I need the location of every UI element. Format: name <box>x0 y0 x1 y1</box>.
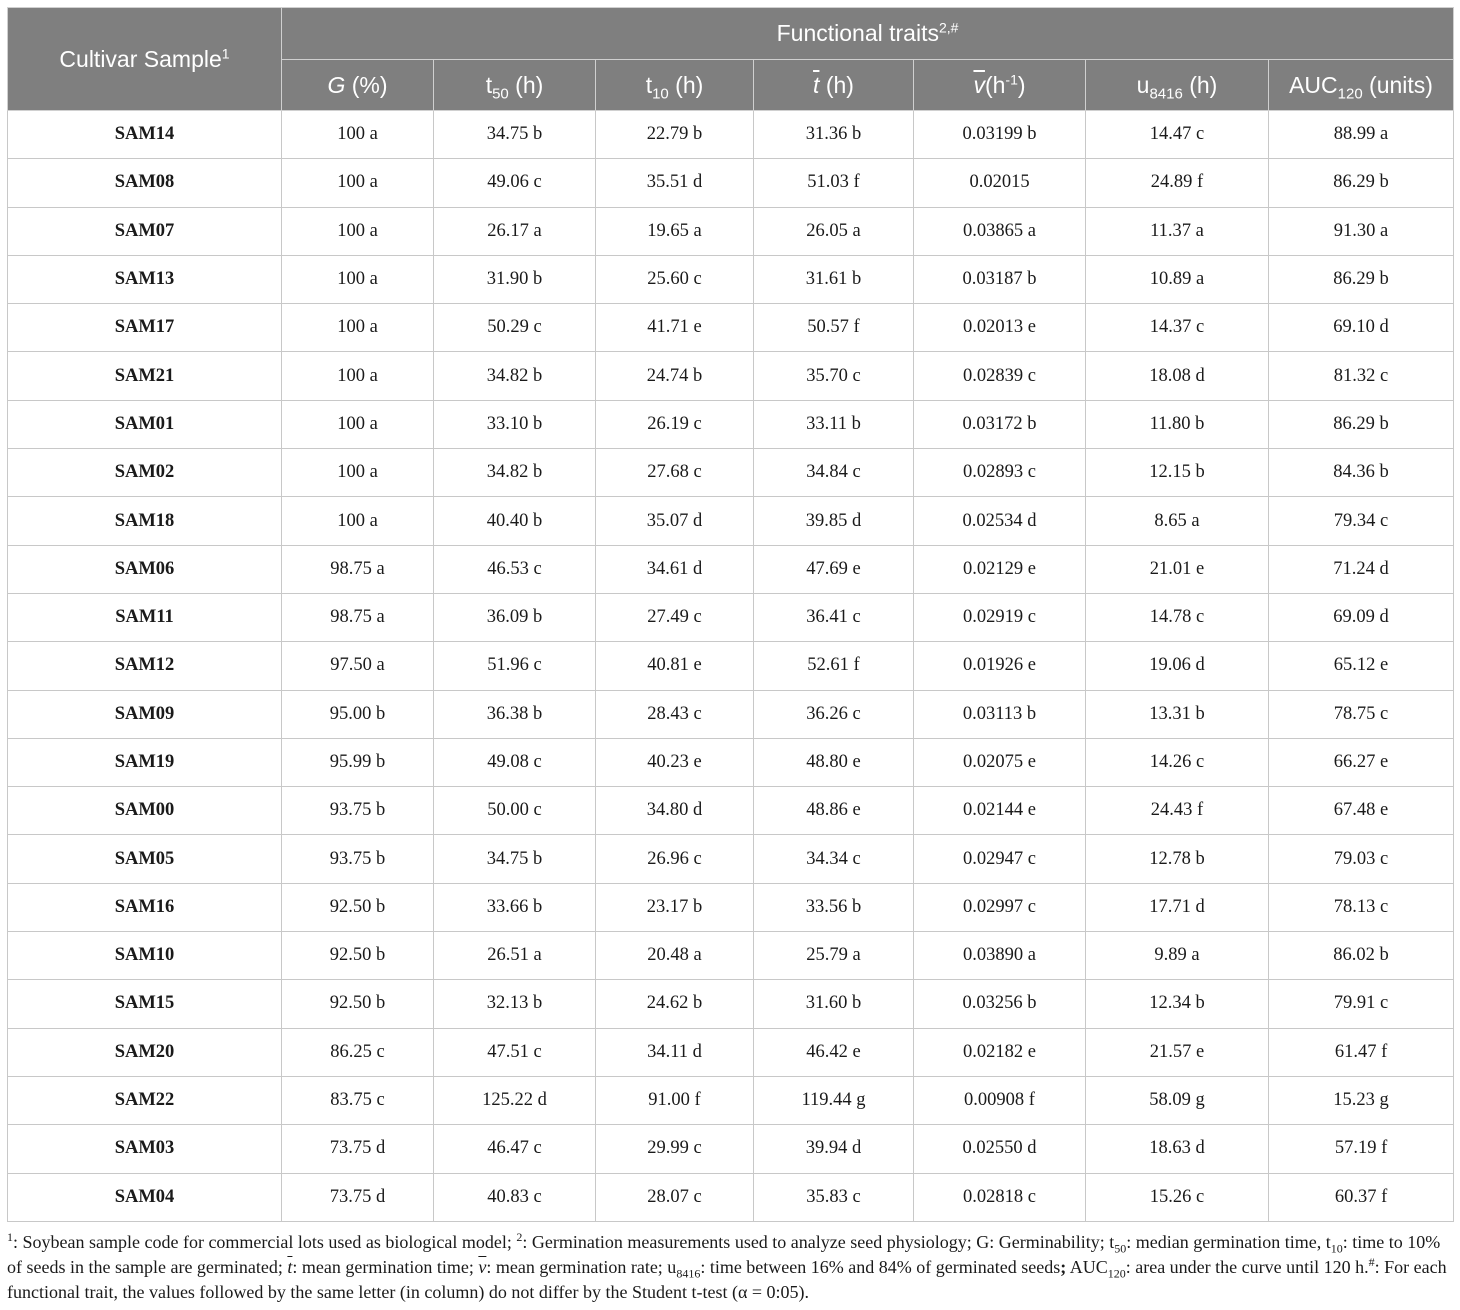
cell-cultivar: SAM09 <box>8 690 282 738</box>
cell-t50: 125.22 d <box>434 1076 596 1124</box>
cell-u8416: 14.37 c <box>1086 304 1269 352</box>
cell-u8416: 11.80 b <box>1086 400 1269 448</box>
cell-vbar: 0.02015 <box>914 159 1086 207</box>
cell-t50: 32.13 b <box>434 980 596 1028</box>
cell-t50: 46.47 c <box>434 1125 596 1173</box>
cell-vbar: 0.02893 c <box>914 449 1086 497</box>
cell-cultivar: SAM02 <box>8 449 282 497</box>
cell-cultivar: SAM17 <box>8 304 282 352</box>
table-row <box>8 304 1454 352</box>
cell-u8416: 17.71 d <box>1086 883 1269 931</box>
cell-cultivar: SAM15 <box>8 980 282 1028</box>
cell-g: 97.50 a <box>282 642 434 690</box>
cell-cultivar: SAM00 <box>8 787 282 835</box>
cell-t10: 26.19 c <box>596 400 754 448</box>
cell-cultivar: SAM14 <box>8 111 282 159</box>
column-header-tbar: $\overline{t}$ (h) <box>754 60 914 111</box>
cell-auc120: 57.19 f <box>1269 1125 1454 1173</box>
cell-t50: 51.96 c <box>434 642 596 690</box>
cell-auc120: 69.10 d <box>1269 304 1454 352</box>
cell-t10: 34.11 d <box>596 1028 754 1076</box>
cell-u8416: 21.57 e <box>1086 1028 1269 1076</box>
cell-u8416: 24.89 f <box>1086 159 1269 207</box>
cell-vbar: 0.02818 c <box>914 1173 1086 1221</box>
cell-t50: 40.83 c <box>434 1173 596 1221</box>
cell-vbar: 0.01926 e <box>914 642 1086 690</box>
cell-g: 100 a <box>282 400 434 448</box>
cell-vbar: 0.02947 c <box>914 835 1086 883</box>
column-header-g: G (%) <box>282 60 434 111</box>
cell-t50: 34.82 b <box>434 352 596 400</box>
cell-t50: 50.00 c <box>434 787 596 835</box>
column-header-t50: $t_{50}$ (h) <box>434 60 596 111</box>
cell-cultivar: SAM13 <box>8 255 282 303</box>
column-header-vbar: $\overline{v}(h^{-1})$ <box>914 60 1086 111</box>
cell-g: 92.50 b <box>282 932 434 980</box>
cell-t50: 33.10 b <box>434 400 596 448</box>
cell-g: 83.75 c <box>282 1076 434 1124</box>
cell-auc120: 79.03 c <box>1269 835 1454 883</box>
germination-traits-table <box>7 7 1454 1222</box>
cell-vbar: 0.02550 d <box>914 1125 1086 1173</box>
cell-tbar: 50.57 f <box>754 304 914 352</box>
cell-auc120: 78.75 c <box>1269 690 1454 738</box>
cell-g: 92.50 b <box>282 883 434 931</box>
table-row <box>8 1173 1454 1221</box>
table-row <box>8 883 1454 931</box>
cell-cultivar: SAM06 <box>8 545 282 593</box>
cell-tbar: 34.34 c <box>754 835 914 883</box>
functional-traits-header: Functional traits$^{2,\#}$ <box>282 8 1454 60</box>
cell-auc120: 78.13 c <box>1269 883 1454 931</box>
cell-vbar: 0.03172 b <box>914 400 1086 448</box>
cell-tbar: 33.11 b <box>754 400 914 448</box>
cell-t10: 34.61 d <box>596 545 754 593</box>
cell-t10: 35.07 d <box>596 497 754 545</box>
cell-g: 93.75 b <box>282 835 434 883</box>
cell-t50: 49.06 c <box>434 159 596 207</box>
table-row <box>8 352 1454 400</box>
column-header-auc120: $AUC_{120}$ (units) <box>1269 60 1454 111</box>
table-row <box>8 255 1454 303</box>
cell-u8416: 8.65 a <box>1086 497 1269 545</box>
cell-g: 100 a <box>282 352 434 400</box>
cell-cultivar: SAM11 <box>8 593 282 641</box>
cell-u8416: 18.08 d <box>1086 352 1269 400</box>
cell-cultivar: SAM04 <box>8 1173 282 1221</box>
cell-cultivar: SAM16 <box>8 883 282 931</box>
cell-auc120: 71.24 d <box>1269 545 1454 593</box>
cell-auc120: 79.91 c <box>1269 980 1454 1028</box>
cell-g: 73.75 d <box>282 1125 434 1173</box>
cell-g: 100 a <box>282 111 434 159</box>
cell-t10: 23.17 b <box>596 883 754 931</box>
cell-tbar: 46.42 e <box>754 1028 914 1076</box>
table-row <box>8 449 1454 497</box>
cell-auc120: 84.36 b <box>1269 449 1454 497</box>
cell-vbar: 0.03199 b <box>914 111 1086 159</box>
cell-tbar: 52.61 f <box>754 642 914 690</box>
cell-t10: 27.68 c <box>596 449 754 497</box>
cell-auc120: 69.09 d <box>1269 593 1454 641</box>
cell-t10: 40.23 e <box>596 738 754 786</box>
cell-cultivar: SAM21 <box>8 352 282 400</box>
cell-t10: 25.60 c <box>596 255 754 303</box>
cell-t50: 47.51 c <box>434 1028 596 1076</box>
cell-t10: 26.96 c <box>596 835 754 883</box>
cell-tbar: 39.94 d <box>754 1125 914 1173</box>
cell-t50: 31.90 b <box>434 255 596 303</box>
cell-vbar: 0.03890 a <box>914 932 1086 980</box>
cell-g: 100 a <box>282 255 434 303</box>
cell-auc120: 86.29 b <box>1269 400 1454 448</box>
table-row <box>8 932 1454 980</box>
cell-u8416: 24.43 f <box>1086 787 1269 835</box>
cell-tbar: 35.70 c <box>754 352 914 400</box>
cell-vbar: 0.00908 f <box>914 1076 1086 1124</box>
cell-g: 95.99 b <box>282 738 434 786</box>
cell-vbar: 0.02075 e <box>914 738 1086 786</box>
cell-t50: 49.08 c <box>434 738 596 786</box>
cell-t50: 26.51 a <box>434 932 596 980</box>
cell-cultivar: SAM18 <box>8 497 282 545</box>
cell-tbar: 36.41 c <box>754 593 914 641</box>
cell-u8416: 21.01 e <box>1086 545 1269 593</box>
cell-t10: 28.07 c <box>596 1173 754 1221</box>
cell-vbar: 0.02144 e <box>914 787 1086 835</box>
cell-t10: 27.49 c <box>596 593 754 641</box>
cell-auc120: 66.27 e <box>1269 738 1454 786</box>
cell-tbar: 35.83 c <box>754 1173 914 1221</box>
cell-t10: 20.48 a <box>596 932 754 980</box>
cell-u8416: 14.47 c <box>1086 111 1269 159</box>
cell-t10: 35.51 d <box>596 159 754 207</box>
table-row <box>8 980 1454 1028</box>
cell-u8416: 12.78 b <box>1086 835 1269 883</box>
cell-auc120: 81.32 c <box>1269 352 1454 400</box>
cell-g: 95.00 b <box>282 690 434 738</box>
cell-t10: 34.80 d <box>596 787 754 835</box>
cell-g: 92.50 b <box>282 980 434 1028</box>
cultivar-header: Cultivar Sample$^1$ <box>8 8 282 111</box>
column-header-u8416: $u_{8416}$ (h) <box>1086 60 1269 111</box>
cell-t50: 50.29 c <box>434 304 596 352</box>
cell-tbar: 51.03 f <box>754 159 914 207</box>
cell-vbar: 0.02182 e <box>914 1028 1086 1076</box>
cell-t50: 34.82 b <box>434 449 596 497</box>
cell-vbar: 0.03187 b <box>914 255 1086 303</box>
cell-auc120: 86.29 b <box>1269 255 1454 303</box>
cell-tbar: 39.85 d <box>754 497 914 545</box>
cell-u8416: 15.26 c <box>1086 1173 1269 1221</box>
cell-vbar: 0.03865 a <box>914 207 1086 255</box>
cell-u8416: 14.26 c <box>1086 738 1269 786</box>
cell-g: 100 a <box>282 207 434 255</box>
cell-vbar: 0.02839 c <box>914 352 1086 400</box>
cell-auc120: 88.99 a <box>1269 111 1454 159</box>
cell-vbar: 0.02919 c <box>914 593 1086 641</box>
cell-auc120: 65.12 e <box>1269 642 1454 690</box>
cell-u8416: 11.37 a <box>1086 207 1269 255</box>
cell-tbar: 47.69 e <box>754 545 914 593</box>
cell-g: 100 a <box>282 304 434 352</box>
cell-t50: 34.75 b <box>434 835 596 883</box>
cell-vbar: 0.03113 b <box>914 690 1086 738</box>
cell-cultivar: SAM07 <box>8 207 282 255</box>
cell-u8416: 12.34 b <box>1086 980 1269 1028</box>
cell-g: 86.25 c <box>282 1028 434 1076</box>
table-row <box>8 400 1454 448</box>
cell-g: 100 a <box>282 159 434 207</box>
cell-u8416: 18.63 d <box>1086 1125 1269 1173</box>
cell-u8416: 19.06 d <box>1086 642 1269 690</box>
table-row <box>8 1028 1454 1076</box>
cell-cultivar: SAM10 <box>8 932 282 980</box>
cell-vbar: 0.02129 e <box>914 545 1086 593</box>
cell-t10: 22.79 b <box>596 111 754 159</box>
cell-g: 98.75 a <box>282 545 434 593</box>
cell-auc120: 79.34 c <box>1269 497 1454 545</box>
table-row <box>8 593 1454 641</box>
table-row <box>8 787 1454 835</box>
cell-t10: 28.43 c <box>596 690 754 738</box>
table-row <box>8 497 1454 545</box>
cell-cultivar: SAM19 <box>8 738 282 786</box>
cell-t50: 26.17 a <box>434 207 596 255</box>
table-row <box>8 738 1454 786</box>
cell-cultivar: SAM03 <box>8 1125 282 1173</box>
table-row <box>8 111 1454 159</box>
cell-tbar: 33.56 b <box>754 883 914 931</box>
cell-auc120: 86.29 b <box>1269 159 1454 207</box>
cell-t50: 36.09 b <box>434 593 596 641</box>
cell-auc120: 15.23 g <box>1269 1076 1454 1124</box>
table-row <box>8 545 1454 593</box>
table-row <box>8 835 1454 883</box>
cell-t10: 91.00 f <box>596 1076 754 1124</box>
table-row <box>8 207 1454 255</box>
cell-u8416: 14.78 c <box>1086 593 1269 641</box>
cell-t10: 19.65 a <box>596 207 754 255</box>
cell-g: 98.75 a <box>282 593 434 641</box>
cell-auc120: 86.02 b <box>1269 932 1454 980</box>
cell-t10: 24.74 b <box>596 352 754 400</box>
cell-t10: 24.62 b <box>596 980 754 1028</box>
cell-cultivar: SAM01 <box>8 400 282 448</box>
table-row <box>8 1076 1454 1124</box>
cell-u8416: 10.89 a <box>1086 255 1269 303</box>
cell-tbar: 119.44 g <box>754 1076 914 1124</box>
cell-auc120: 91.30 a <box>1269 207 1454 255</box>
cell-auc120: 60.37 f <box>1269 1173 1454 1221</box>
table-row <box>8 159 1454 207</box>
cell-t10: 40.81 e <box>596 642 754 690</box>
cell-cultivar: SAM22 <box>8 1076 282 1124</box>
cell-tbar: 26.05 a <box>754 207 914 255</box>
cell-t50: 36.38 b <box>434 690 596 738</box>
cell-cultivar: SAM12 <box>8 642 282 690</box>
cell-g: 93.75 b <box>282 787 434 835</box>
cell-u8416: 58.09 g <box>1086 1076 1269 1124</box>
cell-auc120: 67.48 e <box>1269 787 1454 835</box>
cell-g: 100 a <box>282 449 434 497</box>
cell-t50: 33.66 b <box>434 883 596 931</box>
table-row <box>8 690 1454 738</box>
cell-u8416: 12.15 b <box>1086 449 1269 497</box>
header-row-1 <box>8 8 1454 60</box>
table-body <box>8 111 1454 1222</box>
cell-tbar: 25.79 a <box>754 932 914 980</box>
column-header-t10: $t_{10}$ (h) <box>596 60 754 111</box>
cell-cultivar: SAM20 <box>8 1028 282 1076</box>
table-row <box>8 642 1454 690</box>
cell-tbar: 48.80 e <box>754 738 914 786</box>
cell-tbar: 34.84 c <box>754 449 914 497</box>
table-footnote: $^1$: Soybean sample code for commercial lots used as biological model; $^2$: Germination measurements used to analyze seed physiology; G: Germinability; $t_{50}$: median germination time, $t_{10}$: time to 10% of seeds in the sample are germinated; $\overline{t}$: mean germination time; $\overline{v}$: mean germination rate; $u_{8416}$: time between 16% and 84% of germinated seeds; $AUC_{120}$: area under the curve until 120 h.#: For each functional trait, the values followed by the same letter (in column) do not differ by the Student t-test (α = 0:05). <box>7 1230 1447 1302</box>
cell-t10: 29.99 c <box>596 1125 754 1173</box>
cell-vbar: 0.02534 d <box>914 497 1086 545</box>
cell-vbar: 0.02997 c <box>914 883 1086 931</box>
cell-tbar: 48.86 e <box>754 787 914 835</box>
cell-tbar: 36.26 c <box>754 690 914 738</box>
cell-cultivar: SAM05 <box>8 835 282 883</box>
cell-t50: 34.75 b <box>434 111 596 159</box>
cell-tbar: 31.60 b <box>754 980 914 1028</box>
cell-t50: 46.53 c <box>434 545 596 593</box>
cell-cultivar: SAM08 <box>8 159 282 207</box>
cell-vbar: 0.03256 b <box>914 980 1086 1028</box>
cell-u8416: 9.89 a <box>1086 932 1269 980</box>
table-row <box>8 1125 1454 1173</box>
cell-t10: 41.71 e <box>596 304 754 352</box>
cell-g: 100 a <box>282 497 434 545</box>
cell-vbar: 0.02013 e <box>914 304 1086 352</box>
cell-t50: 40.40 b <box>434 497 596 545</box>
cell-tbar: 31.61 b <box>754 255 914 303</box>
cell-tbar: 31.36 b <box>754 111 914 159</box>
cell-auc120: 61.47 f <box>1269 1028 1454 1076</box>
cell-u8416: 13.31 b <box>1086 690 1269 738</box>
cell-g: 73.75 d <box>282 1173 434 1221</box>
table-container <box>7 7 1453 1222</box>
